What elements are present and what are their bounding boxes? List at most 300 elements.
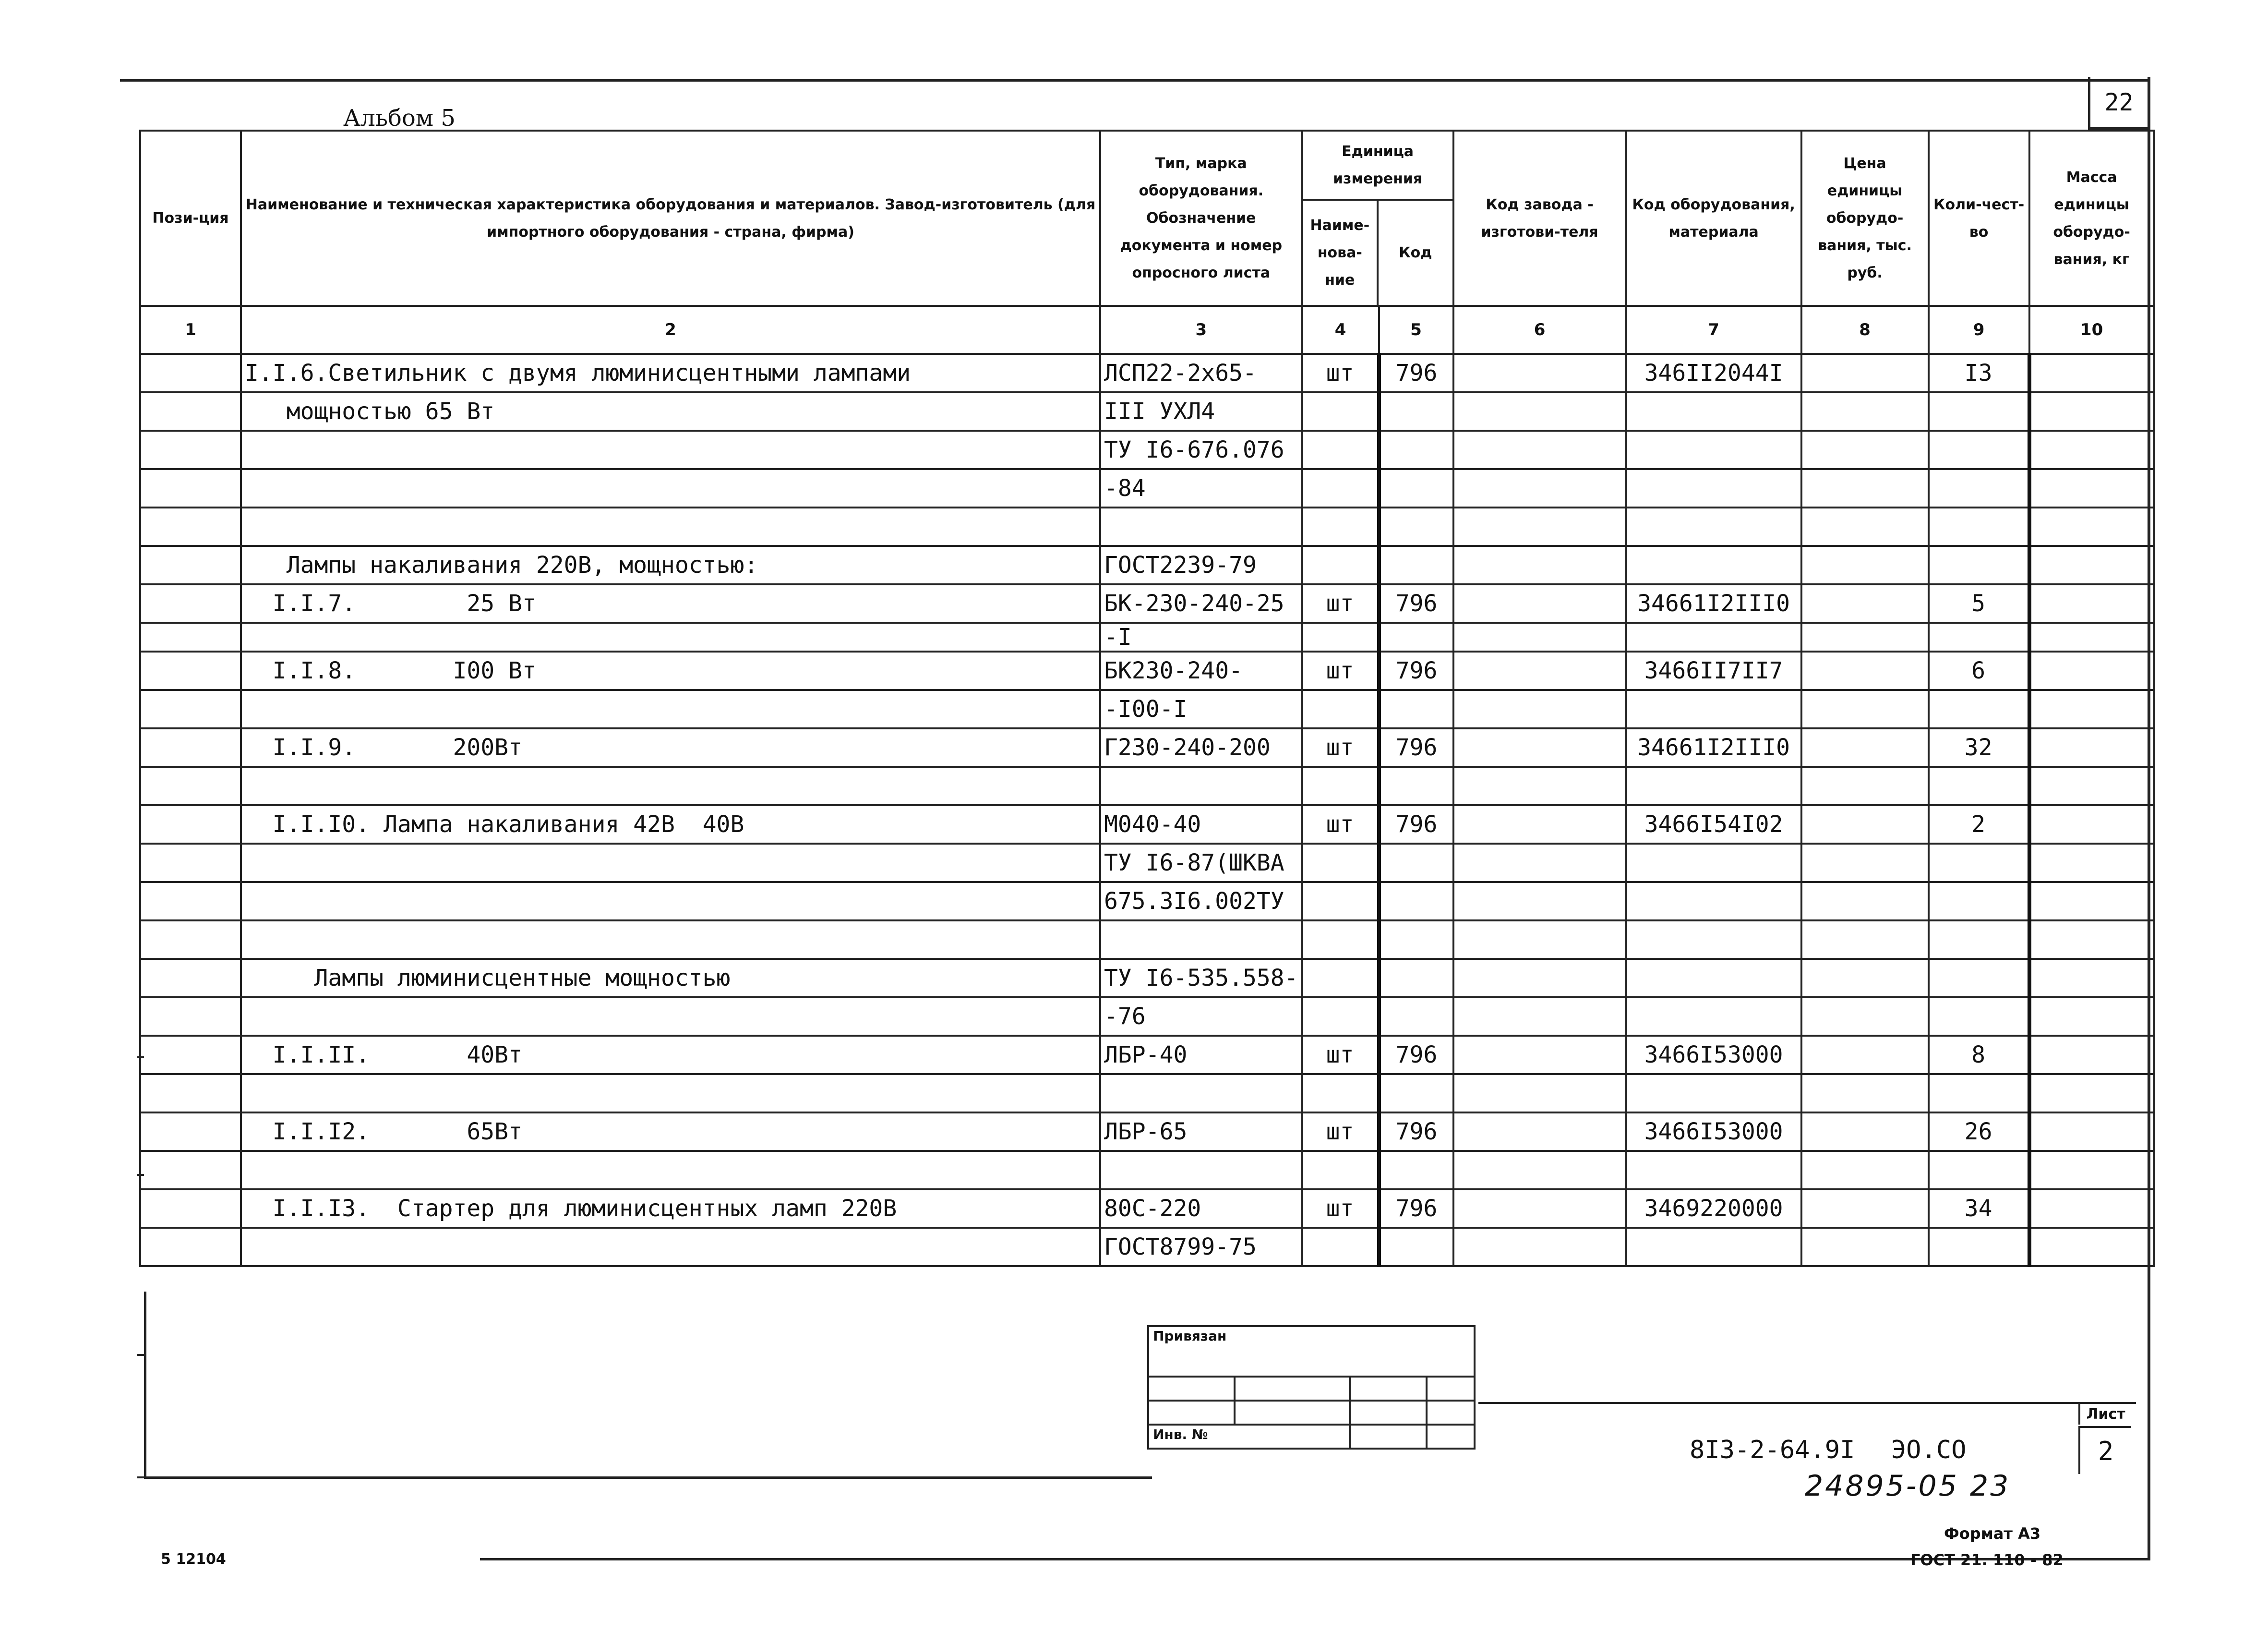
cell-empty	[1801, 1112, 1929, 1151]
cell-unit: шт	[1302, 354, 1379, 392]
cell-empty	[1801, 392, 1929, 431]
cell-empty	[1801, 508, 1929, 546]
cell-unit: шт	[1302, 1036, 1379, 1074]
cell-empty	[1453, 1228, 1626, 1266]
cell-code	[1379, 1151, 1453, 1189]
cell-empty	[2029, 1074, 2154, 1112]
column-number: 6	[1453, 306, 1626, 354]
header-mass: Масса единицы оборудо-вания, кг	[2029, 131, 2154, 306]
cell-type: ТУ I6-535.558-	[1100, 959, 1302, 997]
cell-type: 80С-220	[1100, 1189, 1302, 1228]
cell-empty	[2029, 882, 2154, 920]
cell-material-code	[1626, 469, 1801, 508]
cell-code: 796	[1379, 1189, 1453, 1228]
cell-empty	[140, 959, 241, 997]
cell-empty	[1453, 623, 1626, 652]
cell-unit	[1302, 1151, 1379, 1189]
cell-empty	[2029, 805, 2154, 844]
stamp-cell	[1350, 1377, 1427, 1401]
cell-empty	[1453, 431, 1626, 469]
cell-empty	[1453, 1189, 1626, 1228]
page-frame-top	[120, 79, 2150, 82]
cell-material-code: 3466I53000	[1626, 1036, 1801, 1074]
cell-material-code	[1626, 920, 1801, 959]
cell-qty: 2	[1929, 805, 2029, 844]
cell-name	[241, 997, 1100, 1036]
cell-code: 796	[1379, 1036, 1453, 1074]
cell-type: БК230-240-	[1100, 652, 1302, 690]
column-number: 8	[1801, 306, 1929, 354]
cell-empty	[140, 1189, 241, 1228]
cell-empty	[2029, 431, 2154, 469]
cell-name: Лампы накаливания 220В, мощностью:	[241, 546, 1100, 584]
cell-empty	[1453, 728, 1626, 767]
cell-empty	[1801, 546, 1929, 584]
cell-code	[1379, 882, 1453, 920]
cell-empty	[1801, 959, 1929, 997]
specification-table	[139, 130, 2155, 1267]
cell-name: I.I.7. 25 Вт	[241, 584, 1100, 623]
cell-empty	[2029, 623, 2154, 652]
frame-left-bottom	[144, 1292, 146, 1476]
cell-unit	[1302, 1074, 1379, 1112]
cell-qty	[1929, 690, 2029, 728]
cell-qty	[1929, 392, 2029, 431]
cell-code	[1379, 844, 1453, 882]
cell-qty: 6	[1929, 652, 2029, 690]
cell-code	[1379, 767, 1453, 805]
inventory-number: 5 12104	[161, 1551, 226, 1568]
cell-unit: шт	[1302, 1189, 1379, 1228]
cell-empty	[1453, 767, 1626, 805]
table-row	[140, 469, 2154, 508]
cell-empty	[140, 1074, 241, 1112]
cell-qty	[1929, 1228, 2029, 1266]
table-row	[140, 392, 2154, 431]
column-number: 7	[1626, 306, 1801, 354]
cell-empty	[140, 1112, 241, 1151]
header-price: Цена единицы оборудо-вания, тыс. руб.	[1801, 131, 1929, 306]
cell-code	[1379, 690, 1453, 728]
table-row	[140, 1036, 2154, 1074]
cell-code: 796	[1379, 805, 1453, 844]
table-row	[140, 431, 2154, 469]
cell-empty	[2029, 1228, 2154, 1266]
cell-empty	[2029, 690, 2154, 728]
cell-type: БК-230-240-25	[1100, 584, 1302, 623]
cell-code	[1379, 623, 1453, 652]
cell-type: ГОСТ8799-75	[1100, 1228, 1302, 1266]
table-row	[140, 959, 2154, 997]
cell-unit	[1302, 767, 1379, 805]
cell-empty	[140, 844, 241, 882]
stamp-attached-label: Привязан	[1148, 1326, 1475, 1377]
header-quantity: Коли-чест-во	[1929, 131, 2029, 306]
cell-name: I.I.6.Светильник с двумя люминисцентными лампами	[241, 354, 1100, 392]
cell-code	[1379, 920, 1453, 959]
cell-empty	[1801, 469, 1929, 508]
cell-material-code	[1626, 882, 1801, 920]
column-number: 3	[1100, 306, 1302, 354]
cell-empty	[1801, 1189, 1929, 1228]
cell-empty	[2029, 997, 2154, 1036]
cell-type: ЛБР-40	[1100, 1036, 1302, 1074]
cell-empty	[140, 392, 241, 431]
table-row	[140, 728, 2154, 767]
cell-qty	[1929, 997, 2029, 1036]
cell-empty	[1453, 652, 1626, 690]
cell-empty	[1801, 354, 1929, 392]
cell-empty	[2029, 920, 2154, 959]
cell-unit	[1302, 431, 1379, 469]
cell-empty	[1453, 690, 1626, 728]
cell-type: ГОСТ2239-79	[1100, 546, 1302, 584]
cell-type: Г230-240-200	[1100, 728, 1302, 767]
cell-name	[241, 882, 1100, 920]
cell-qty	[1929, 623, 2029, 652]
cell-code	[1379, 1074, 1453, 1112]
cell-code: 796	[1379, 728, 1453, 767]
cell-qty	[1929, 546, 2029, 584]
stamp-cell	[1235, 1377, 1350, 1401]
table-body	[140, 354, 2154, 1266]
stamp-cell	[1350, 1425, 1427, 1449]
cell-empty	[1453, 392, 1626, 431]
cell-empty	[1453, 882, 1626, 920]
cell-material-code: 34661I2III0	[1626, 728, 1801, 767]
document-section-code: ЭО.СО	[1891, 1436, 1967, 1464]
cell-qty	[1929, 844, 2029, 882]
cell-type: -76	[1100, 997, 1302, 1036]
table-row	[140, 1189, 2154, 1228]
cell-empty	[2029, 584, 2154, 623]
cell-name: I.I.I3. Стартер для люминисцентных ламп 220В	[241, 1189, 1100, 1228]
cell-name	[241, 431, 1100, 469]
table-row	[140, 997, 2154, 1036]
cell-code	[1379, 469, 1453, 508]
cell-material-code	[1626, 431, 1801, 469]
table-row	[140, 690, 2154, 728]
table-row	[140, 1151, 2154, 1189]
cell-unit	[1302, 546, 1379, 584]
cell-empty	[1453, 1036, 1626, 1074]
cell-qty	[1929, 1151, 2029, 1189]
cell-qty	[1929, 431, 2029, 469]
cell-empty	[2029, 546, 2154, 584]
cell-unit	[1302, 920, 1379, 959]
sheet-label: Лист	[2078, 1402, 2131, 1425]
stamp-inv-label: Инв. №	[1148, 1425, 1350, 1449]
stamp-cell	[1148, 1401, 1235, 1425]
header-unit-name: Наиме-нова-ние	[1310, 217, 1370, 289]
cell-empty	[1453, 546, 1626, 584]
cell-name	[241, 1228, 1100, 1266]
cell-qty	[1929, 920, 2029, 959]
gost-label: ГОСТ 21. 110 - 82	[1910, 1551, 2064, 1569]
column-number: 10	[2029, 306, 2154, 354]
cell-name	[241, 469, 1100, 508]
stamp-cell	[1235, 1401, 1350, 1425]
cell-empty	[1801, 690, 1929, 728]
cell-code: 796	[1379, 1112, 1453, 1151]
cell-empty	[1801, 584, 1929, 623]
cell-empty	[1453, 508, 1626, 546]
cell-empty	[1801, 767, 1929, 805]
cell-name	[241, 690, 1100, 728]
cell-name	[241, 920, 1100, 959]
cell-empty	[140, 997, 241, 1036]
cell-type: -84	[1100, 469, 1302, 508]
stamp-cell	[1427, 1425, 1475, 1449]
cell-empty	[140, 805, 241, 844]
cell-type	[1100, 1151, 1302, 1189]
cell-type	[1100, 1074, 1302, 1112]
cell-qty: I3	[1929, 354, 2029, 392]
cell-empty	[2029, 1151, 2154, 1189]
title-block-line	[1478, 1402, 2136, 1404]
cell-empty	[2029, 354, 2154, 392]
column-number: 4	[1302, 306, 1379, 354]
cell-name: I.I.I0. Лампа накаливания 42В 40В	[241, 805, 1100, 844]
cell-type	[1100, 920, 1302, 959]
cell-qty: 5	[1929, 584, 2029, 623]
cell-empty	[1453, 1151, 1626, 1189]
cell-empty	[1801, 728, 1929, 767]
album-label: Альбом 5	[343, 105, 456, 132]
cell-type: III УХЛ4	[1100, 392, 1302, 431]
cell-type: ЛБР-65	[1100, 1112, 1302, 1151]
cell-empty	[1801, 1151, 1929, 1189]
table-row	[140, 584, 2154, 623]
stamp-cell	[1427, 1377, 1475, 1401]
cell-type: -I00-I	[1100, 690, 1302, 728]
cell-empty	[2029, 728, 2154, 767]
cell-empty	[140, 623, 241, 652]
table-row	[140, 805, 2154, 844]
cell-material-code: 3466I54I02	[1626, 805, 1801, 844]
cell-type: М040-40	[1100, 805, 1302, 844]
cell-empty	[140, 882, 241, 920]
cell-name	[241, 623, 1100, 652]
cell-name: мощностью 65 Вт	[241, 392, 1100, 431]
cell-empty	[140, 1036, 241, 1074]
cell-code	[1379, 959, 1453, 997]
column-number: 1	[140, 306, 241, 354]
cell-empty	[1453, 1074, 1626, 1112]
cell-empty	[1801, 431, 1929, 469]
cell-qty: 26	[1929, 1112, 2029, 1151]
cell-code	[1379, 546, 1453, 584]
handwritten-number: 24895-05 23	[1805, 1469, 2011, 1503]
cell-unit	[1302, 469, 1379, 508]
cell-empty	[2029, 767, 2154, 805]
cell-type	[1100, 508, 1302, 546]
cell-empty	[2029, 1189, 2154, 1228]
cell-name	[241, 508, 1100, 546]
cell-empty	[1801, 652, 1929, 690]
table-row	[140, 652, 2154, 690]
cell-unit	[1302, 882, 1379, 920]
cell-empty	[2029, 652, 2154, 690]
sheet-number-top: 22	[2088, 77, 2148, 130]
cell-material-code	[1626, 959, 1801, 997]
cell-empty	[2029, 1112, 2154, 1151]
table-row	[140, 1228, 2154, 1266]
cell-unit	[1302, 844, 1379, 882]
cell-material-code: 346II2044I	[1626, 354, 1801, 392]
header-unit-group	[1302, 131, 1453, 306]
header-row	[140, 131, 2154, 306]
cell-empty	[2029, 1036, 2154, 1074]
cell-unit	[1302, 508, 1379, 546]
cell-empty	[140, 652, 241, 690]
cell-qty: 32	[1929, 728, 2029, 767]
cell-empty	[140, 584, 241, 623]
cell-unit	[1302, 623, 1379, 652]
cell-empty	[1801, 920, 1929, 959]
cell-empty	[1453, 959, 1626, 997]
margin-tick	[137, 1476, 144, 1478]
cell-code	[1379, 1228, 1453, 1266]
cell-code	[1379, 997, 1453, 1036]
format-label: Формат А3	[1944, 1524, 2041, 1543]
margin-tick	[137, 1056, 144, 1058]
cell-material-code	[1626, 508, 1801, 546]
cell-unit	[1302, 959, 1379, 997]
cell-code	[1379, 431, 1453, 469]
cell-empty	[1801, 1228, 1929, 1266]
cell-empty	[1453, 997, 1626, 1036]
page-frame-bottom	[480, 1558, 2150, 1560]
cell-material-code	[1626, 1074, 1801, 1112]
table-row	[140, 767, 2154, 805]
cell-name	[241, 767, 1100, 805]
cell-unit: шт	[1302, 728, 1379, 767]
header-factory-code: Код завода - изготови-теля	[1453, 131, 1626, 306]
cell-empty	[140, 469, 241, 508]
cell-empty	[1801, 1074, 1929, 1112]
document-code: 8I3-2-64.9I	[1690, 1436, 1855, 1464]
cell-material-code	[1626, 623, 1801, 652]
cell-material-code	[1626, 1151, 1801, 1189]
frame-bottom-line	[144, 1476, 1152, 1479]
cell-empty	[140, 690, 241, 728]
cell-material-code	[1626, 844, 1801, 882]
cell-qty	[1929, 469, 2029, 508]
stamp-cell	[1148, 1377, 1235, 1401]
cell-type: 675.3I6.002ТУ	[1100, 882, 1302, 920]
cell-empty	[140, 1228, 241, 1266]
cell-empty	[1801, 997, 1929, 1036]
table-row	[140, 354, 2154, 392]
cell-empty	[2029, 469, 2154, 508]
cell-material-code	[1626, 690, 1801, 728]
attachment-stamp	[1147, 1325, 1476, 1450]
cell-unit	[1302, 392, 1379, 431]
cell-unit: шт	[1302, 805, 1379, 844]
cell-unit: шт	[1302, 1112, 1379, 1151]
cell-material-code	[1626, 997, 1801, 1036]
cell-name: I.I.II. 40Вт	[241, 1036, 1100, 1074]
cell-empty	[1801, 1036, 1929, 1074]
cell-empty	[1801, 623, 1929, 652]
sheet-number: 2	[2078, 1426, 2131, 1474]
header-material-code: Код оборудования, материала	[1626, 131, 1801, 306]
cell-empty	[2029, 959, 2154, 997]
cell-unit: шт	[1302, 584, 1379, 623]
cell-material-code	[1626, 546, 1801, 584]
cell-name	[241, 1074, 1100, 1112]
margin-tick	[137, 1174, 144, 1176]
cell-qty	[1929, 767, 2029, 805]
cell-empty	[140, 546, 241, 584]
cell-qty	[1929, 1074, 2029, 1112]
cell-qty: 34	[1929, 1189, 2029, 1228]
cell-unit	[1302, 1228, 1379, 1266]
column-number: 2	[241, 306, 1100, 354]
cell-empty	[1453, 354, 1626, 392]
cell-empty	[140, 920, 241, 959]
cell-empty	[140, 431, 241, 469]
cell-empty	[1453, 920, 1626, 959]
cell-material-code: 3469220000	[1626, 1189, 1801, 1228]
table-row	[140, 508, 2154, 546]
cell-type: -I	[1100, 623, 1302, 652]
header-name: Наименование и техническая характеристика оборудования и материалов. Завод-изготовитель (для импортного оборудования - страна, фирма)	[241, 131, 1100, 306]
cell-empty	[1801, 844, 1929, 882]
cell-qty	[1929, 959, 2029, 997]
cell-empty	[1801, 805, 1929, 844]
cell-code	[1379, 508, 1453, 546]
cell-empty	[2029, 392, 2154, 431]
cell-material-code: 3466I53000	[1626, 1112, 1801, 1151]
cell-unit	[1302, 997, 1379, 1036]
cell-empty	[2029, 508, 2154, 546]
margin-tick	[137, 1354, 144, 1356]
cell-code: 796	[1379, 652, 1453, 690]
cell-unit	[1302, 690, 1379, 728]
cell-code: 796	[1379, 584, 1453, 623]
cell-type: ЛСП22-2х65-	[1100, 354, 1302, 392]
header-type: Тип, марка оборудования. Обозначение документа и номер опросного листа	[1100, 131, 1302, 306]
header-position: Пози-ция	[140, 131, 241, 306]
column-numbers-row	[140, 306, 2154, 354]
cell-material-code	[1626, 767, 1801, 805]
cell-empty	[140, 508, 241, 546]
cell-type	[1100, 767, 1302, 805]
cell-qty	[1929, 508, 2029, 546]
cell-name: I.I.I2. 65Вт	[241, 1112, 1100, 1151]
cell-name	[241, 1151, 1100, 1189]
cell-empty	[1453, 469, 1626, 508]
table-row	[140, 1112, 2154, 1151]
cell-name: Лампы люминисцентные мощностью	[241, 959, 1100, 997]
cell-code	[1379, 392, 1453, 431]
table-row	[140, 1074, 2154, 1112]
cell-material-code	[1626, 1228, 1801, 1266]
cell-empty	[1453, 1112, 1626, 1151]
column-number: 5	[1379, 306, 1453, 354]
stamp-cell	[1350, 1401, 1427, 1425]
cell-empty	[1453, 584, 1626, 623]
column-number: 9	[1929, 306, 2029, 354]
table-row	[140, 882, 2154, 920]
stamp-cell	[1427, 1401, 1475, 1425]
cell-empty	[1453, 805, 1626, 844]
cell-type: ТУ I6-676.076	[1100, 431, 1302, 469]
cell-empty	[2029, 844, 2154, 882]
cell-empty	[140, 354, 241, 392]
